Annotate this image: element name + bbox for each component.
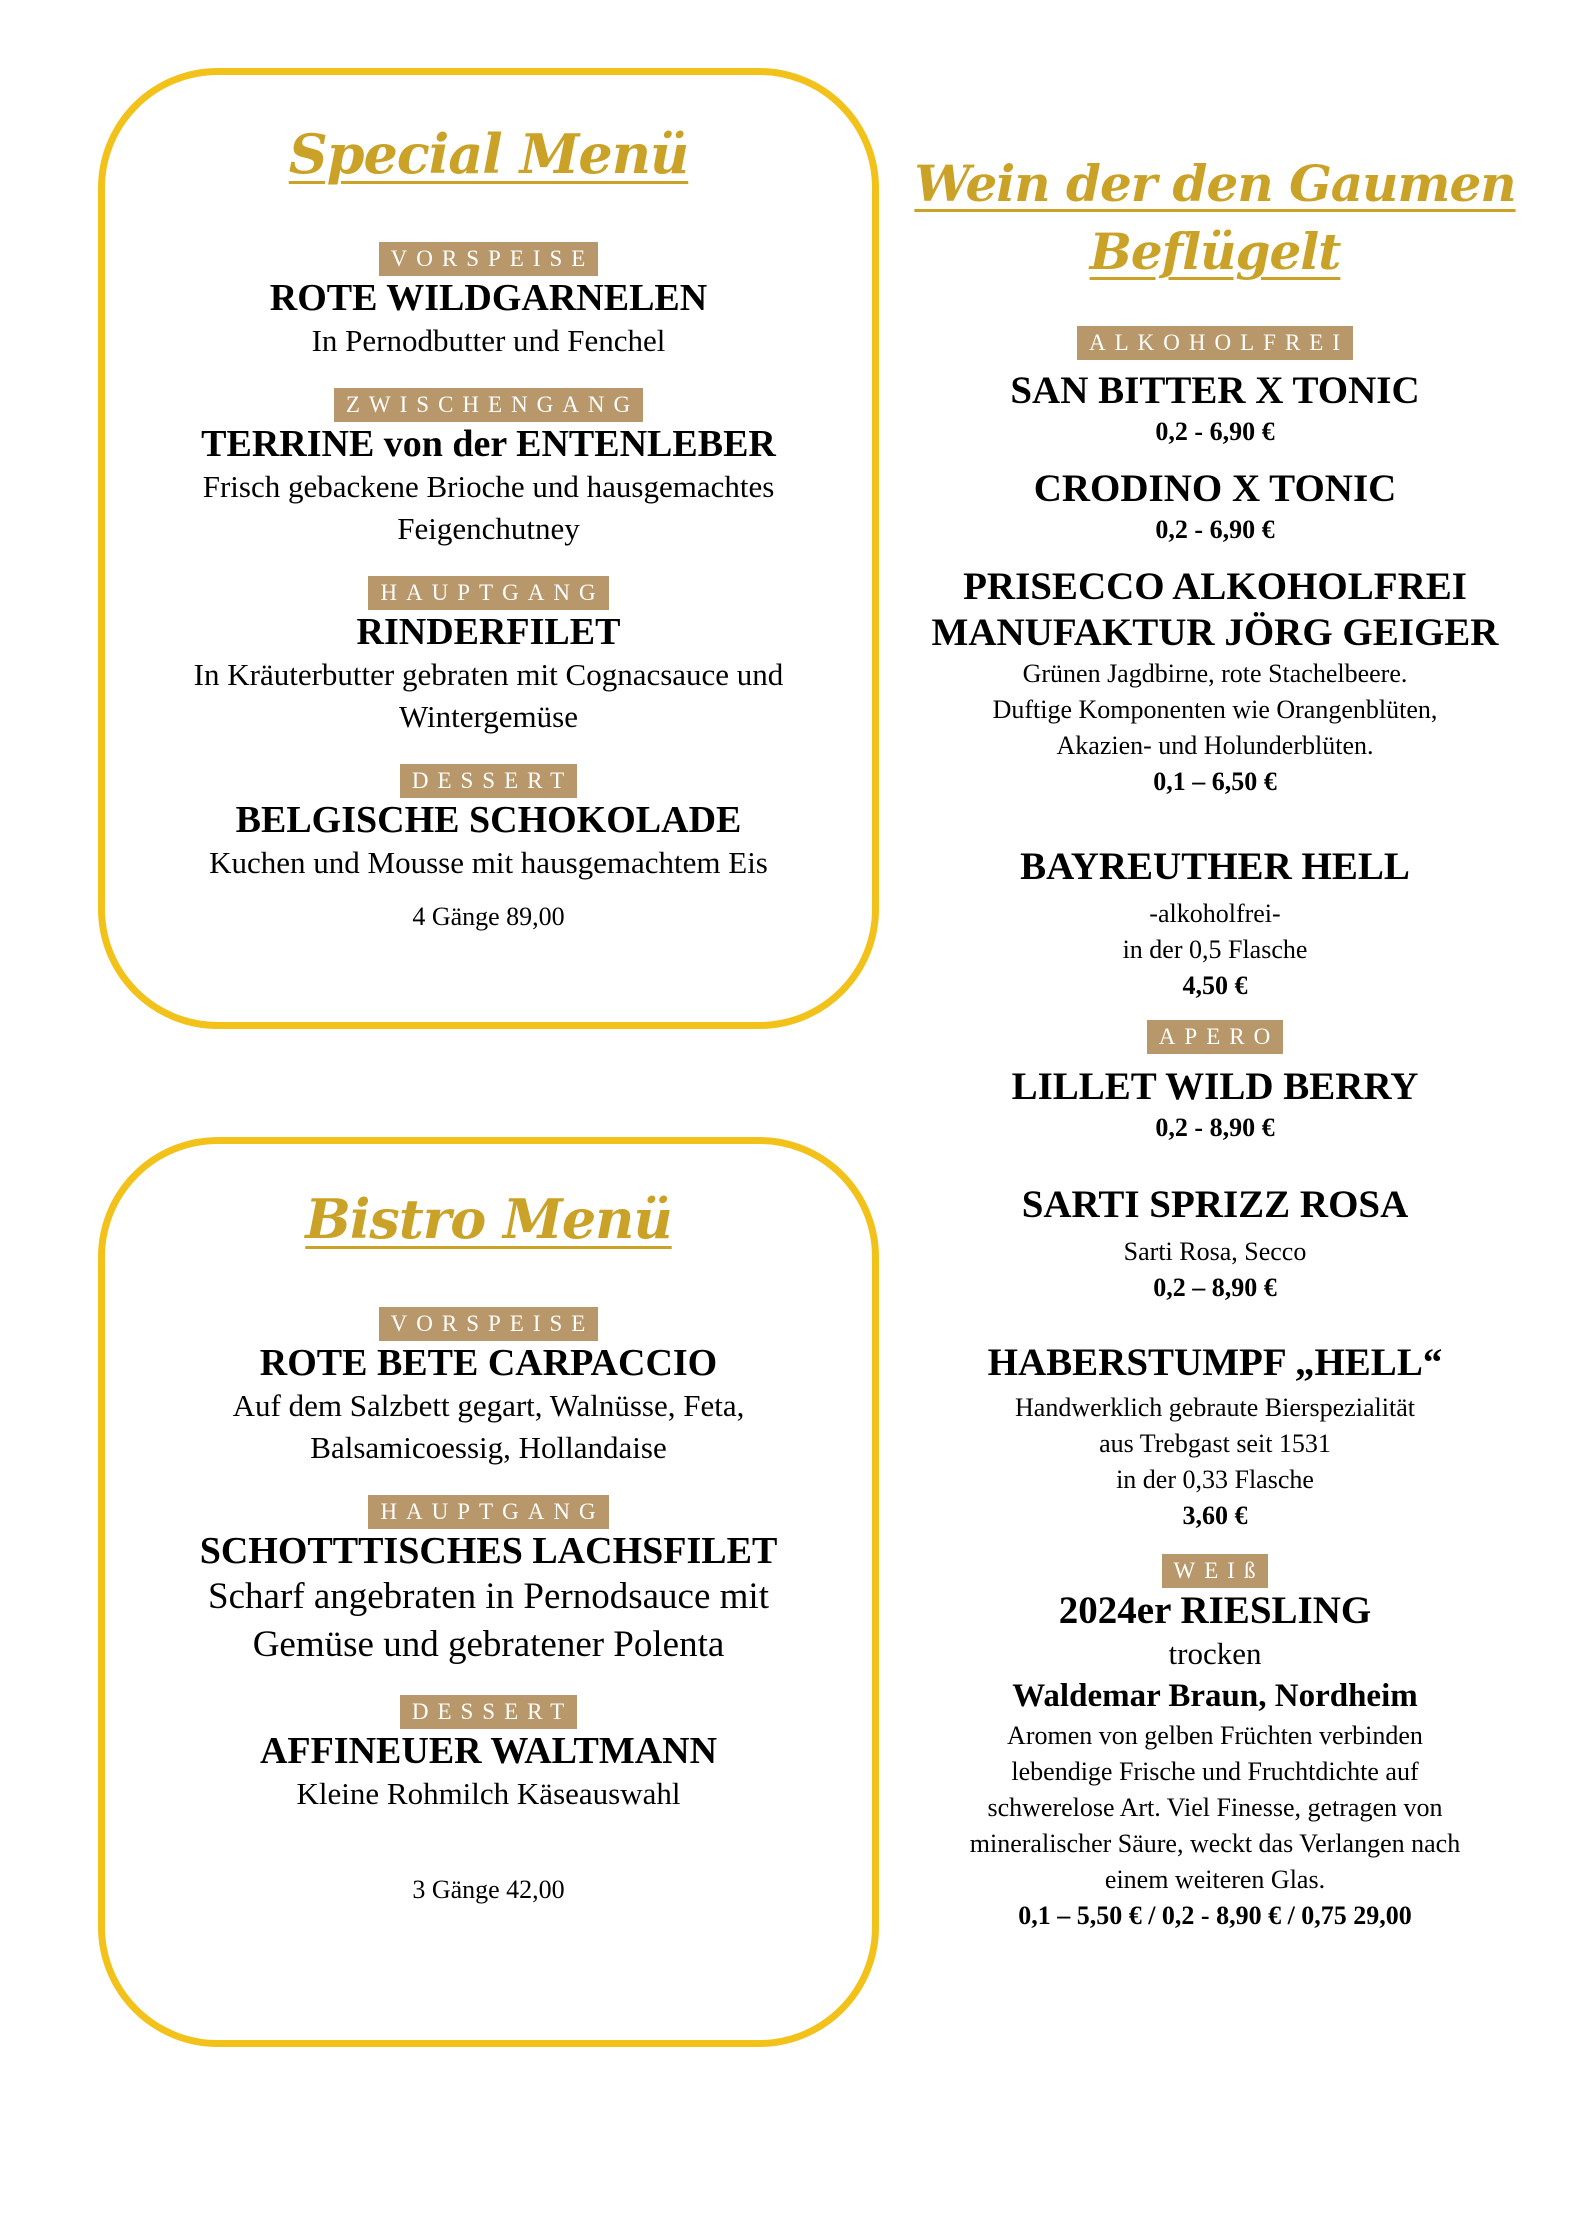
drink-name: PRISECCO ALKOHOLFREI bbox=[963, 565, 1467, 608]
drinks-title-line1: Wein der den Gaumen bbox=[914, 154, 1516, 213]
drink-name: 2024er RIESLING bbox=[1058, 1589, 1372, 1632]
dish-description: In Kräuterbutter gebraten mit Cognacsauce und bbox=[193, 657, 784, 692]
dish-description: Frisch gebackene Brioche und hausgemachtes bbox=[202, 469, 775, 504]
course-vorspeise bbox=[105, 1307, 872, 1469]
dish-description: Balsamicoessig, Hollandaise bbox=[310, 1430, 667, 1465]
dish-name: ROTE BETE CARPACCIO bbox=[259, 1342, 718, 1384]
drink-description: -alkoholfrei- bbox=[1149, 899, 1281, 928]
drink-producer: Waldemar Braun, Nordheim bbox=[1012, 1678, 1418, 1714]
drink-item bbox=[895, 1064, 1535, 1146]
drink-description: Grünen Jagdbirne, rote Stachelbeere. bbox=[1022, 659, 1408, 688]
drink-style: trocken bbox=[1168, 1636, 1262, 1671]
bistro-menu bbox=[105, 1175, 872, 1905]
drink-price: 3,60 € bbox=[1182, 1501, 1248, 1530]
dish-name: BELGISCHE SCHOKOLADE bbox=[235, 799, 742, 841]
drink-description: Sarti Rosa, Secco bbox=[1123, 1237, 1307, 1266]
course-dessert bbox=[105, 764, 872, 884]
course-label: VORSPEISE bbox=[379, 1307, 599, 1341]
drink-name: BAYREUTHER HELL bbox=[1020, 845, 1410, 888]
course-label: VORSPEISE bbox=[379, 242, 599, 276]
drink-description: Aromen von gelben Früchten verbinden bbox=[1007, 1721, 1423, 1750]
dish-description: Scharf angebraten in Pernodsauce mit bbox=[208, 1576, 769, 1617]
course-hauptgang bbox=[105, 576, 872, 738]
course-label: DESSERT bbox=[400, 764, 577, 798]
special-menu bbox=[105, 110, 872, 932]
dish-description: In Pernodbutter und Fenchel bbox=[311, 323, 666, 358]
drink-name: CRODINO X TONIC bbox=[1033, 467, 1397, 510]
drink-description: in der 0,5 Flasche bbox=[1122, 935, 1308, 964]
drink-item bbox=[895, 466, 1535, 548]
drink-name: SARTI SPRIZZ ROSA bbox=[1021, 1183, 1409, 1226]
drink-description: einem weiteren Glas. bbox=[1104, 1865, 1326, 1894]
course-label: HAUPTGANG bbox=[368, 1495, 608, 1529]
drink-item bbox=[895, 1182, 1535, 1306]
course-hauptgang bbox=[105, 1495, 872, 1669]
dish-description: Kleine Rohmilch Käseauswahl bbox=[296, 1776, 681, 1811]
drinks-title-line2: Beflügelt bbox=[1089, 222, 1341, 281]
menu-price: 3 Gänge 42,00 bbox=[412, 1875, 565, 1904]
drink-name: HABERSTUMPF „HELL“ bbox=[987, 1341, 1443, 1384]
drink-name: MANUFAKTUR JÖRG GEIGER bbox=[931, 611, 1499, 654]
dish-name: SCHOTTTISCHES LACHSFILET bbox=[199, 1530, 778, 1572]
course-label: ZWISCHENGANG bbox=[334, 388, 643, 422]
course-vorspeise bbox=[105, 242, 872, 362]
dish-name: ROTE WILDGARNELEN bbox=[269, 277, 708, 319]
dish-description: Wintergemüse bbox=[399, 699, 578, 734]
course-zwischengang bbox=[105, 388, 872, 550]
course-label: HAUPTGANG bbox=[368, 576, 608, 610]
drink-description: schwerelose Art. Viel Finesse, getragen von bbox=[987, 1793, 1443, 1822]
dish-description: Auf dem Salzbett gegart, Walnüsse, Feta, bbox=[232, 1388, 745, 1423]
menu-price: 4 Gänge 89,00 bbox=[412, 902, 565, 931]
drink-price: 0,2 – 8,90 € bbox=[1153, 1273, 1277, 1302]
section-label-weiss: WEIß bbox=[1162, 1554, 1269, 1588]
drink-description: lebendige Frische und Fruchtdichte auf bbox=[1011, 1757, 1419, 1786]
drink-description: mineralischer Säure, weckt das Verlangen nach bbox=[969, 1829, 1461, 1858]
drink-description: Duftige Komponenten wie Orangenblüten, bbox=[992, 695, 1438, 724]
drink-description: in der 0,33 Flasche bbox=[1116, 1465, 1314, 1494]
drink-item bbox=[895, 368, 1535, 450]
course-dessert bbox=[105, 1695, 872, 1815]
drink-price: 0,2 - 6,90 € bbox=[1155, 515, 1275, 544]
drinks-title bbox=[895, 150, 1535, 286]
dish-description: Gemüse und gebratener Polenta bbox=[252, 1624, 725, 1665]
drink-item bbox=[895, 1340, 1535, 1534]
drink-price: 0,2 - 8,90 € bbox=[1155, 1113, 1275, 1142]
drinks-menu bbox=[895, 150, 1535, 1934]
drink-price: 4,50 € bbox=[1182, 971, 1248, 1000]
special-menu-title: Special Menü bbox=[288, 122, 689, 186]
section-label-alkoholfrei: ALKOHOLFREI bbox=[1077, 326, 1353, 360]
drink-price: 0,1 – 6,50 € bbox=[1153, 767, 1277, 796]
drink-name: LILLET WILD BERRY bbox=[1011, 1065, 1419, 1108]
drink-description: Akazien- und Holunderblüten. bbox=[1056, 731, 1374, 760]
dish-name: TERRINE von der ENTENLEBER bbox=[201, 423, 776, 465]
drink-item bbox=[895, 844, 1535, 1004]
section-label-apero: APERO bbox=[1147, 1020, 1283, 1054]
dish-description: Feigenchutney bbox=[397, 511, 580, 546]
dish-name: AFFINEUER WALTMANN bbox=[259, 1730, 718, 1772]
drink-description: Handwerklich gebraute Bierspezialität bbox=[1015, 1393, 1415, 1422]
drink-item bbox=[895, 564, 1535, 800]
drink-name: SAN BITTER X TONIC bbox=[1010, 369, 1420, 412]
drink-item bbox=[895, 1588, 1535, 1934]
drink-price: 0,1 – 5,50 € / 0,2 - 8,90 € / 0,75 29,00 bbox=[1018, 1901, 1412, 1930]
course-label: DESSERT bbox=[400, 1695, 577, 1729]
bistro-menu-title: Bistro Menü bbox=[305, 1187, 672, 1251]
dish-name: RINDERFILET bbox=[356, 611, 621, 653]
dish-description: Kuchen und Mousse mit hausgemachtem Eis bbox=[209, 845, 768, 880]
drink-description: aus Trebgast seit 1531 bbox=[1099, 1429, 1331, 1458]
drink-price: 0,2 - 6,90 € bbox=[1155, 417, 1275, 446]
